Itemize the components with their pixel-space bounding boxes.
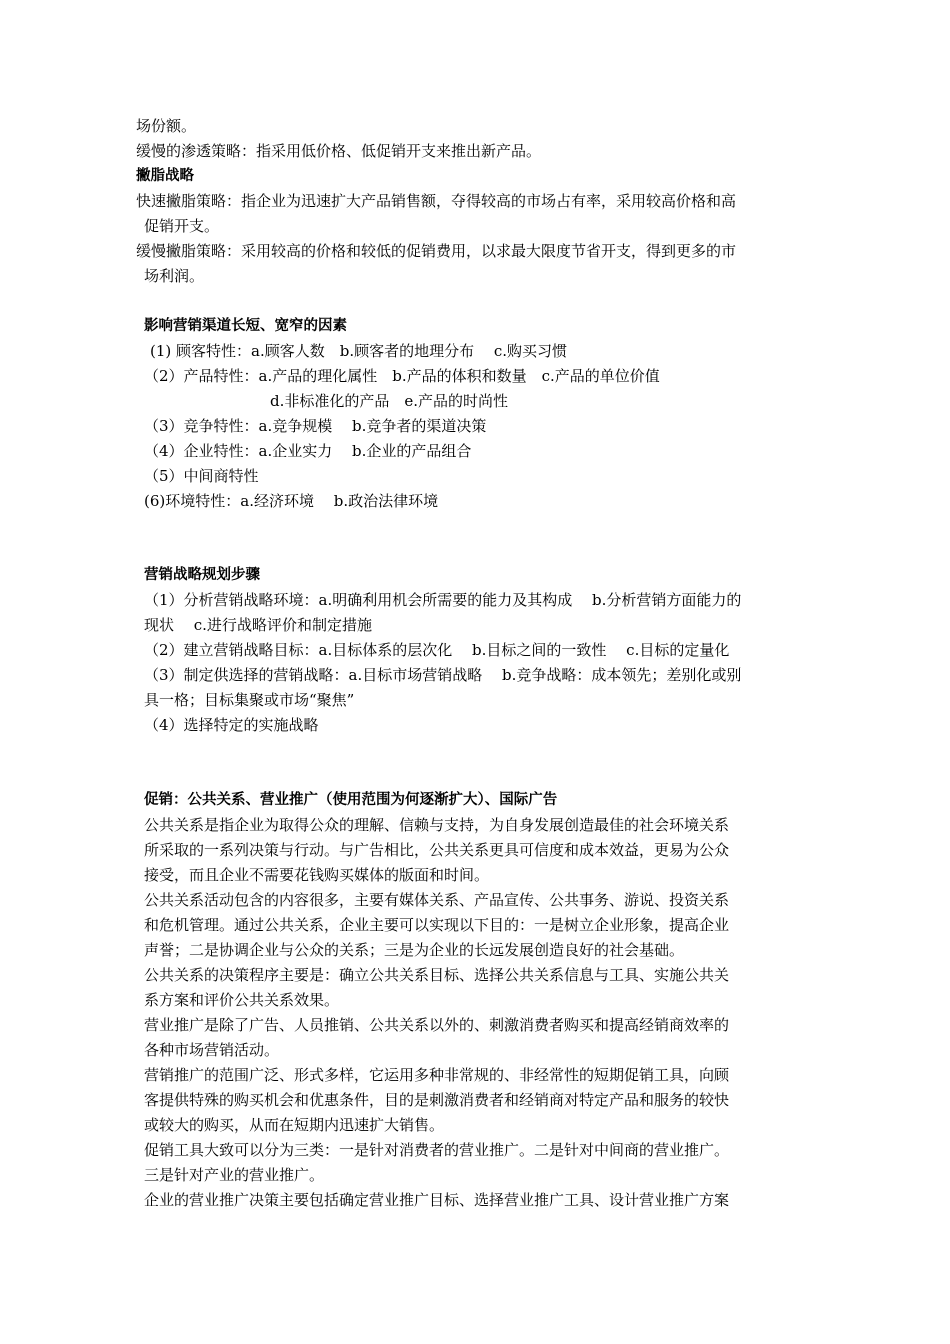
text-line: （4）选择特定的实施战略 <box>144 716 319 734</box>
text-line: 声誉；二是协调企业与公众的关系；三是为企业的长远发展创造良好的社会基础。 <box>144 941 685 959</box>
text-line: 三是针对产业的营业推广。 <box>144 1166 325 1184</box>
section-heading: 影响营销渠道长短、宽窄的因素 <box>144 318 347 334</box>
text-line: （5）中间商特性 <box>144 467 259 485</box>
text-line: 场利润。 <box>144 267 205 285</box>
text-line: 现状 c.进行战略评价和制定措施 <box>144 616 372 634</box>
text-line: 企业的营业推广决策主要包括确定营业推广目标、选择营业推广工具、设计营业推广方案 <box>144 1191 730 1209</box>
text-line: （3）制定供选择的营销战略：a.目标市场营销战略 b.竞争战略：成本领先；差别化或别 <box>144 666 742 684</box>
text-line: 公共关系是指企业为取得公众的理解、信赖与支持，为自身发展创造最佳的社会环境关系 <box>144 816 730 834</box>
text-line: 公共关系活动包含的内容很多，主要有媒体关系、产品宣传、公共事务、游说、投资关系 <box>144 891 730 909</box>
text-line: 促销开支。 <box>144 217 220 235</box>
text-line: (6)环境特性：a.经济环境 b.政治法律环境 <box>144 492 439 510</box>
text-line: (1) 顾客特性：a.顾客人数 b.顾客者的地理分布 c.购买习惯 <box>150 342 568 360</box>
text-line: 缓慢的渗透策略：指采用低价格、低促销开支来推出新产品。 <box>136 142 542 160</box>
text-line: 场份额。 <box>136 117 197 135</box>
text-line: 快速撇脂策略：指企业为迅速扩大产品销售额，夺得较高的市场占有率，采用较高价格和高 <box>136 192 737 210</box>
text-line: 缓慢撇脂策略：采用较高的价格和较低的促销费用，以求最大限度节省开支，得到更多的市 <box>136 242 737 260</box>
text-line: 具一格；目标集聚或市场“聚焦” <box>144 691 355 709</box>
text-line: 或较大的购买，从而在短期内迅速扩大销售。 <box>144 1116 445 1134</box>
text-line: （4）企业特性：a.企业实力 b.企业的产品组合 <box>144 442 472 460</box>
text-line: 营销推广的范围广泛、形式多样，它运用多种非常规的、非经常性的短期促销工具，向顾 <box>144 1066 730 1084</box>
section-heading: 撇脂战略 <box>136 168 194 184</box>
text-line: （2）产品特性：a.产品的理化属性 b.产品的体积和数量 c.产品的单位价值 <box>144 367 660 385</box>
text-line: 客提供特殊的购买机会和优惠条件，目的是刺激消费者和经销商对特定产品和服务的较快 <box>144 1091 730 1109</box>
text-line: 接受，而且企业不需要花钱购买媒体的版面和时间。 <box>144 866 490 884</box>
text-line: d.非标准化的产品 e.产品的时尚性 <box>270 392 509 410</box>
text-line: （3）竞争特性：a.竞争规模 b.竞争者的渠道决策 <box>144 417 487 435</box>
text-line: 系方案和评价公共关系效果。 <box>144 991 340 1009</box>
text-line: 促销工具大致可以分为三类：一是针对消费者的营业推广。二是针对中间商的营业推广。 <box>144 1141 730 1159</box>
text-line: 营业推广是除了广告、人员推销、公共关系以外的、刺激消费者购买和提高经销商效率的 <box>144 1016 730 1034</box>
text-line: 各种市场营销活动。 <box>144 1041 280 1059</box>
text-line: 所采取的一系列决策与行动。与广告相比，公共关系更具可信度和成本效益，更易为公众 <box>144 841 730 859</box>
text-line: （1）分析营销战略环境：a.明确利用机会所需要的能力及其构成 b.分析营销方面能力的 <box>144 591 742 609</box>
text-line: （2）建立营销战略目标：a.目标体系的层次化 b.目标之间的一致性 c.目标的定量化 <box>144 641 730 659</box>
text-line: 公共关系的决策程序主要是：确立公共关系目标、选择公共关系信息与工具、实施公共关 <box>144 966 730 984</box>
section-heading: 营销战略规划步骤 <box>144 567 260 583</box>
text-line: 和危机管理。通过公共关系，企业主要可以实现以下目的：一是树立企业形象，提高企业 <box>144 916 730 934</box>
section-heading: 促销：公共关系、营业推广（使用范围为何逐渐扩大）、国际广告 <box>144 792 558 808</box>
